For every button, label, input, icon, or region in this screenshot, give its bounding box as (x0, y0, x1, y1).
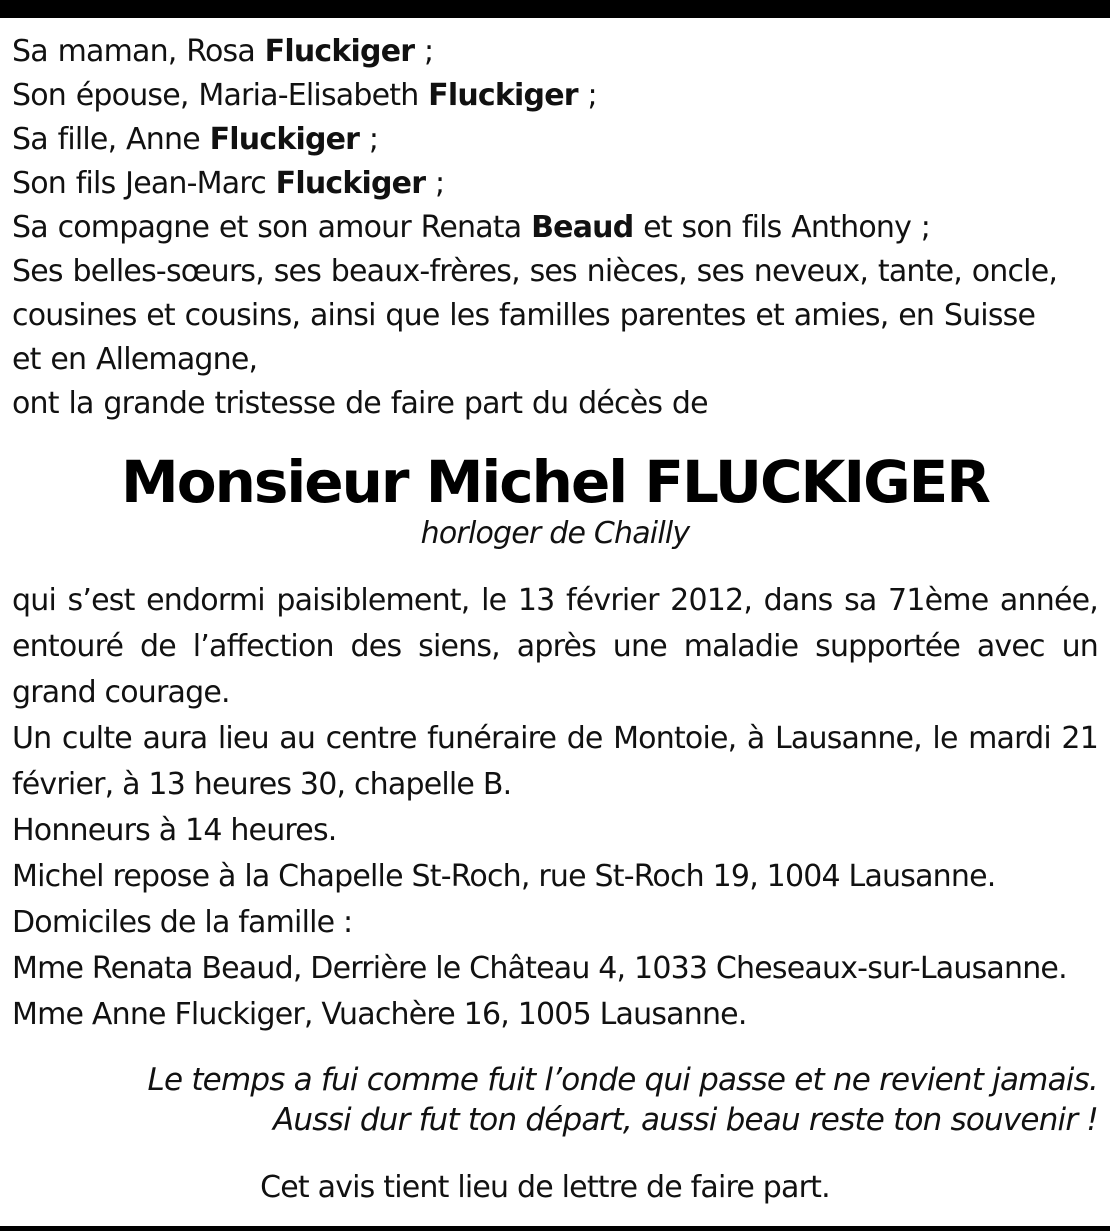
family-list (12, 30, 1098, 426)
repose-line: Michel repose à la Chapelle St-Roch, rue St-Roch 19, 1004 Lausanne. (12, 859, 996, 894)
quote-line: Aussi dur fut ton départ, aussi beau reste ton souvenir ! (273, 1102, 1098, 1138)
service-paragraph: Un culte aura lieu au centre funéraire de Montoie, à Lausanne, le mardi 21 février, à 13 heures 30, chapelle B. (12, 721, 1098, 802)
family-surname: Fluckiger (428, 78, 578, 113)
passing-paragraph: qui s’est endormi paisiblement, le 13 février 2012, dans sa 71ème année, entouré de l’affection des siens, après une maladie supportée avec un grand courage. (12, 583, 1098, 710)
family-text: Sa compagne et son amour Renata (12, 210, 532, 245)
family-line-mother (12, 30, 1098, 74)
family-text: Son fils Jean-Marc (12, 166, 276, 201)
family-text: et son fils Anthony ; (633, 210, 931, 245)
family-line-relatives: cousines et cousins, ainsi que les familles parentes et amies, en Suisse (12, 298, 1036, 333)
family-line-wife (12, 74, 1098, 118)
closing-note: Cet avis tient lieu de lettre de faire part. (260, 1170, 830, 1205)
bottom-border-rule (0, 1226, 1110, 1231)
family-surname: Fluckiger (264, 34, 415, 69)
deceased-name: Monsieur Michel FLUCKIGER (121, 448, 989, 516)
family-line-relatives: et en Allemagne, (12, 342, 258, 377)
family-text: ; (359, 122, 379, 157)
family-line-relatives: Ses belles-sœurs, ses beaux-frères, ses nièces, ses neveux, tante, oncle, (12, 254, 1058, 289)
family-surname: Fluckiger (209, 122, 360, 157)
domicile-address: Mme Anne Fluckiger, Vuachère 16, 1005 Lausanne. (12, 997, 747, 1032)
family-text: Sa maman, Rosa (12, 34, 265, 69)
family-surname: Fluckiger (275, 166, 426, 201)
family-text: Sa fille, Anne (12, 122, 210, 157)
deceased-title: horloger de Chailly (420, 516, 690, 551)
family-text: ; (425, 166, 445, 201)
death-notice (12, 30, 1098, 1208)
family-text: Son épouse, Maria-Elisabeth (12, 78, 429, 113)
family-line-companion (12, 206, 1098, 250)
top-border-rule (0, 0, 1110, 18)
memorial-quote (12, 1060, 1098, 1140)
family-surname: Beaud (531, 210, 634, 245)
domiciles-heading: Domiciles de la famille : (12, 905, 353, 940)
domicile-address: Mme Renata Beaud, Derrière le Château 4, 1033 Cheseaux-sur-Lausanne. (12, 951, 1067, 986)
notice-body (12, 578, 1098, 1038)
family-line-daughter (12, 118, 1098, 162)
family-line-son (12, 162, 1098, 206)
honours-line: Honneurs à 14 heures. (12, 813, 337, 848)
quote-line: Le temps a fui comme fuit l’onde qui passe et ne revient jamais. (147, 1062, 1098, 1098)
announcement-line: ont la grande tristesse de faire part du décès de (12, 386, 708, 421)
family-text: ; (577, 78, 597, 113)
family-text: ; (414, 34, 434, 69)
